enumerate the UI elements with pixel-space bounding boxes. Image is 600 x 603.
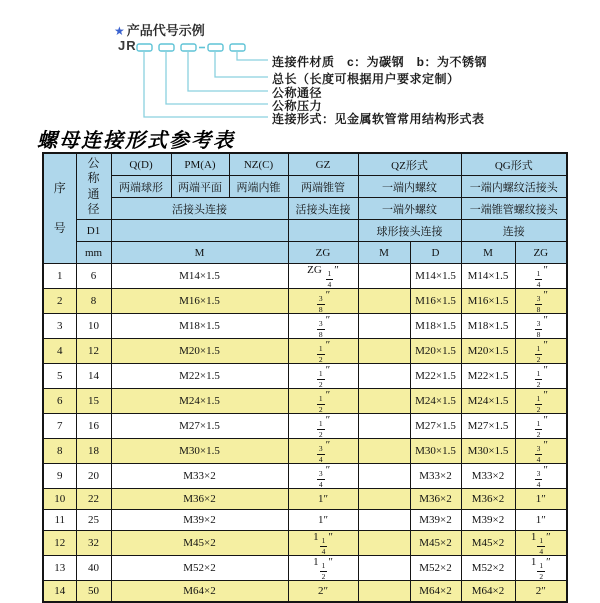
cell-m: M18×1.5 (111, 314, 288, 339)
header-col-q: Q(D) (111, 153, 171, 176)
cell-qz-m (358, 464, 410, 489)
code-box-1 (137, 44, 152, 51)
cell-qg-m: M45×2 (461, 531, 515, 556)
cell-qz-d: M45×2 (410, 531, 461, 556)
cell-qg-zg: $\frac{1}{2}$ ″ (515, 364, 567, 389)
cell-m: M52×2 (111, 556, 288, 581)
header-m3: M (461, 242, 515, 264)
cell-qg-m: M24×1.5 (461, 389, 515, 414)
header-m1: M (111, 242, 288, 264)
cell-qg-zg: 1″ (515, 489, 567, 510)
cell-qg-m: M22×1.5 (461, 364, 515, 389)
cell-gz-zg: $\frac{1}{2}$ ″ (288, 389, 358, 414)
cell-qg-zg: $\frac{1}{4}$ ″ (515, 264, 567, 289)
cell-gz-zg: $\frac{1}{2}$ ″ (288, 364, 358, 389)
header-row-5 (43, 242, 567, 264)
cell-dn: 18 (76, 439, 111, 464)
table-row (43, 264, 567, 289)
cell-qz-d: M24×1.5 (410, 389, 461, 414)
code-box-5 (230, 44, 245, 51)
table-row (43, 581, 567, 603)
cell-qg-m: M30×1.5 (461, 439, 515, 464)
header-col-gz: GZ (288, 153, 358, 176)
table-row (43, 364, 567, 389)
cell-m: M30×1.5 (111, 439, 288, 464)
header-row-4 (43, 220, 567, 242)
cell-gz-zg: ZG $\frac{1}{4}$ ″ (288, 264, 358, 289)
cell-qg-zg: $\frac{1}{2}$ ″ (515, 414, 567, 439)
code-box-2 (159, 44, 174, 51)
table-row (43, 510, 567, 531)
table-row (43, 389, 567, 414)
cell-dn: 8 (76, 289, 111, 314)
cell-qg-m: M27×1.5 (461, 414, 515, 439)
cell-m: M45×2 (111, 531, 288, 556)
header-row-2 (43, 176, 567, 198)
cell-qz-d: M64×2 (410, 581, 461, 603)
cell-qz-m (358, 264, 410, 289)
cell-gz-zg: $\frac{3}{8}$ ″ (288, 314, 358, 339)
cell-qz-d: M39×2 (410, 510, 461, 531)
cell-gz-zg: 1″ (288, 510, 358, 531)
cell-dn: 6 (76, 264, 111, 289)
code-box-3 (181, 44, 196, 51)
table-row (43, 289, 567, 314)
header-qz-conn: 球形接头连接 (358, 220, 461, 242)
cell-seq: 5 (43, 364, 76, 389)
cell-seq: 11 (43, 510, 76, 531)
cell-qz-m (358, 439, 410, 464)
table-row (43, 339, 567, 364)
cell-qz-d: M14×1.5 (410, 264, 461, 289)
header-gz-desc: 两端锥管 (288, 176, 358, 198)
cell-dn: 40 (76, 556, 111, 581)
header-row-3 (43, 198, 567, 220)
code-box-4 (208, 44, 223, 51)
star-icon: ★ (114, 24, 125, 38)
header-qg-desc2: 一端锥管螺纹接头 (461, 198, 567, 220)
cell-gz-zg: $\frac{1}{2}$ ″ (288, 339, 358, 364)
table-row (43, 556, 567, 581)
cell-m: M64×2 (111, 581, 288, 603)
label-connection-form: 连接形式：见金属软管常用结构形式表 (272, 112, 485, 126)
cell-qg-zg: $\frac{3}{8}$ ″ (515, 289, 567, 314)
cell-m: M27×1.5 (111, 414, 288, 439)
cell-seq: 2 (43, 289, 76, 314)
cell-dn: 16 (76, 414, 111, 439)
code-prefix: JR (118, 38, 137, 53)
cell-gz-zg: 1″ (288, 489, 358, 510)
cell-qg-zg: 1 $\frac{1}{4}$ ″ (515, 531, 567, 556)
label-total-length: 总长（长度可根据用户要求定制） (272, 72, 460, 86)
connector-line-diameter (188, 51, 268, 91)
cell-qg-zg: $\frac{1}{2}$ ″ (515, 339, 567, 364)
header-mm: mm (76, 242, 111, 264)
header-qg-desc1: 一端内螺纹活接头 (461, 176, 567, 198)
cell-qz-m (358, 414, 410, 439)
cell-dn: 32 (76, 531, 111, 556)
cell-seq: 8 (43, 439, 76, 464)
cell-seq: 10 (43, 489, 76, 510)
header-seq: 序 号 (43, 153, 76, 264)
cell-qg-zg: 2″ (515, 581, 567, 603)
cell-qz-d: M52×2 (410, 556, 461, 581)
cell-qz-m (358, 556, 410, 581)
table-row (43, 439, 567, 464)
cell-qz-m (358, 531, 410, 556)
cell-qz-d: M20×1.5 (410, 339, 461, 364)
cell-m: M16×1.5 (111, 289, 288, 314)
cell-qz-m (358, 339, 410, 364)
cell-qz-d: M22×1.5 (410, 364, 461, 389)
cell-gz-zg: 2″ (288, 581, 358, 603)
label-nominal-diameter: 公称通径 (272, 86, 323, 100)
cell-qz-m (358, 489, 410, 510)
cell-dn: 20 (76, 464, 111, 489)
header-union-conn: 活接头连接 (111, 198, 288, 220)
cell-qz-m (358, 364, 410, 389)
diagram-heading-text: 产品代号示例 (126, 23, 205, 38)
header-zg1: ZG (288, 242, 358, 264)
cell-seq: 6 (43, 389, 76, 414)
connector-line-form (144, 51, 268, 117)
cell-qg-m: M64×2 (461, 581, 515, 603)
cell-gz-zg: 1 $\frac{1}{4}$ ″ (288, 531, 358, 556)
cell-m: M24×1.5 (111, 389, 288, 414)
cell-m: M20×1.5 (111, 339, 288, 364)
header-col-nz: NZ(C) (229, 153, 288, 176)
cell-qg-m: M20×1.5 (461, 339, 515, 364)
label-material: 连接件材质 c：为碳钢 b：为不锈钢 (272, 55, 488, 69)
header-qz-desc1: 一端内螺纹 (358, 176, 461, 198)
cell-gz-zg: 1 $\frac{1}{2}$ ″ (288, 556, 358, 581)
cell-qg-zg: 1 $\frac{1}{2}$ ″ (515, 556, 567, 581)
cell-qz-d: M27×1.5 (410, 414, 461, 439)
cell-qz-m (358, 389, 410, 414)
header-empty-gz (288, 220, 358, 242)
cell-gz-zg: $\frac{3}{4}$ ″ (288, 439, 358, 464)
connector-line-length (215, 51, 268, 77)
cell-seq: 1 (43, 264, 76, 289)
table-body (43, 264, 567, 603)
cell-seq: 14 (43, 581, 76, 603)
table-row (43, 489, 567, 510)
header-gz-conn: 活接头连接 (288, 198, 358, 220)
cell-qz-d: M33×2 (410, 464, 461, 489)
cell-gz-zg: $\frac{3}{8}$ ″ (288, 289, 358, 314)
cell-dn: 50 (76, 581, 111, 603)
header-pm-desc: 两端平面 (171, 176, 229, 198)
cell-qg-zg: $\frac{3}{4}$ ″ (515, 464, 567, 489)
cell-qg-zg: $\frac{3}{8}$ ″ (515, 314, 567, 339)
cell-m: M33×2 (111, 464, 288, 489)
header-d2: D (410, 242, 461, 264)
cell-dn: 15 (76, 389, 111, 414)
cell-qg-m: M52×2 (461, 556, 515, 581)
diagram-heading (114, 20, 205, 39)
cell-dn: 22 (76, 489, 111, 510)
cell-qz-m (358, 289, 410, 314)
cell-qg-m: M33×2 (461, 464, 515, 489)
nut-connection-reference-table (42, 152, 568, 603)
header-m2: M (358, 242, 410, 264)
cell-dn: 10 (76, 314, 111, 339)
cell-qz-d: M30×1.5 (410, 439, 461, 464)
cell-qz-d: M36×2 (410, 489, 461, 510)
cell-qg-m: M16×1.5 (461, 289, 515, 314)
cell-qg-m: M14×1.5 (461, 264, 515, 289)
cell-dn: 14 (76, 364, 111, 389)
cell-seq: 3 (43, 314, 76, 339)
cell-seq: 7 (43, 414, 76, 439)
cell-seq: 13 (43, 556, 76, 581)
cell-dn: 25 (76, 510, 111, 531)
header-q-desc: 两端球形 (111, 176, 171, 198)
header-dn: 公 称 通 径 (76, 153, 111, 220)
page-title: 螺母连接形式参考表 (37, 130, 235, 152)
header-empty-m (111, 220, 288, 242)
cell-qg-zg: $\frac{3}{4}$ ″ (515, 439, 567, 464)
cell-qz-m (358, 314, 410, 339)
cell-qg-m: M18×1.5 (461, 314, 515, 339)
table-row (43, 314, 567, 339)
cell-m: M22×1.5 (111, 364, 288, 389)
header-qz-desc2: 一端外螺纹 (358, 198, 461, 220)
header-col-qz: QZ形式 (358, 153, 461, 176)
cell-gz-zg: $\frac{1}{2}$ ″ (288, 414, 358, 439)
cell-qg-zg: $\frac{1}{2}$ ″ (515, 389, 567, 414)
table-row (43, 464, 567, 489)
cell-dn: 12 (76, 339, 111, 364)
label-nominal-pressure: 公称压力 (272, 99, 323, 113)
cell-seq: 12 (43, 531, 76, 556)
table-row (43, 531, 567, 556)
cell-qg-m: M39×2 (461, 510, 515, 531)
header-col-pm: PM(A) (171, 153, 229, 176)
cell-gz-zg: $\frac{3}{4}$ ″ (288, 464, 358, 489)
header-d1: D1 (76, 220, 111, 242)
cell-seq: 9 (43, 464, 76, 489)
cell-m: M14×1.5 (111, 264, 288, 289)
cell-qz-m (358, 510, 410, 531)
table-row (43, 414, 567, 439)
cell-qz-d: M18×1.5 (410, 314, 461, 339)
cell-seq: 4 (43, 339, 76, 364)
cell-m: M39×2 (111, 510, 288, 531)
connector-line-material (237, 51, 268, 60)
cell-qg-m: M36×2 (461, 489, 515, 510)
cell-qz-d: M16×1.5 (410, 289, 461, 314)
header-qg-conn: 连接 (461, 220, 567, 242)
header-nz-desc: 两端内锥 (229, 176, 288, 198)
cell-qg-zg: 1″ (515, 510, 567, 531)
header-row-1 (43, 153, 567, 176)
header-col-qg: QG形式 (461, 153, 567, 176)
header-zg3: ZG (515, 242, 567, 264)
cell-m: M36×2 (111, 489, 288, 510)
cell-qz-m (358, 581, 410, 603)
